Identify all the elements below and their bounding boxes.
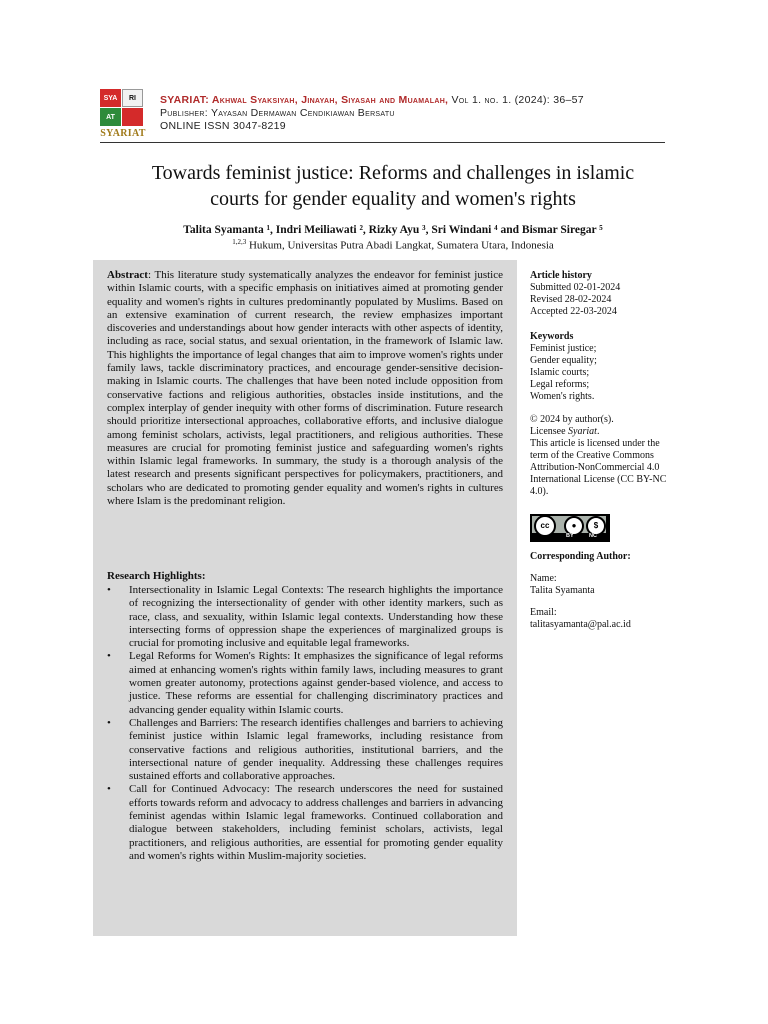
highlight-item: [107, 584, 503, 650]
highlights-list: [107, 584, 503, 863]
licensee-suffix: .: [596, 426, 600, 437]
attribution-icon: ●: [564, 516, 584, 536]
logo-cell: AT: [100, 108, 121, 126]
bullet-icon: •: [107, 650, 111, 663]
badge-nc-label: NC: [589, 533, 597, 539]
affiliation: [100, 238, 686, 252]
author-email[interactable]: talitasyamanta@pal.ac.id: [530, 619, 631, 630]
title-line: courts for gender equality and women's rights: [210, 188, 576, 210]
license-block: [530, 414, 680, 498]
highlight-text: Legal Reforms for Women's Rights: It emphasizes the significance of legal reforms aimed at enhancing women's rights within family laws, including measures to grant women greater autonomy, protections against gender-based violence, and access to justice. These reforms are essential for challenging discriminatory practices and advancing gender equality within Islamic courts.: [129, 650, 503, 716]
bullet-icon: •: [107, 584, 111, 596]
corresponding-author: [530, 551, 680, 631]
affiliation-markers: 1,2,3: [232, 238, 247, 246]
logo-word: SYARIAT: [100, 128, 146, 139]
highlights-heading: Research Highlights:: [107, 570, 206, 582]
abstract: [107, 269, 503, 508]
cc-icon: cc: [534, 515, 556, 537]
bullet-icon: •: [107, 716, 111, 729]
keyword: Legal reforms;: [530, 379, 590, 390]
noncommercial-icon: $: [586, 516, 606, 536]
keywords-heading: Keywords: [530, 331, 574, 342]
header-divider: [100, 142, 665, 143]
revised-date: Revised 28-02-2024: [530, 294, 612, 305]
journal-volume: Vol 1. no. 1. (2024): 36–57: [448, 94, 584, 106]
cc-license-badge[interactable]: [530, 514, 610, 542]
author-list: Talita Syamanta ¹, Indri Meiliawati ², Rizky Ayu ³, Sri Windani ⁴ and Bismar Siregar ⁵: [183, 224, 603, 236]
publisher-line: Publisher: Yayasan Dermawan Cendikiawan Bersatu: [160, 107, 395, 119]
article-history: [530, 270, 680, 318]
badge-by-label: BY: [566, 533, 574, 539]
logo-cell: SYA: [100, 89, 121, 107]
journal-citation: [160, 94, 690, 107]
journal-logo: [100, 89, 146, 139]
logo-cell: [122, 108, 143, 126]
keyword: Women's rights.: [530, 391, 595, 402]
logo-cell: RI: [122, 89, 143, 107]
title-line: Towards feminist justice: Reforms and challenges in islamic: [151, 162, 635, 184]
author-name: Talita Syamanta: [530, 585, 595, 596]
journal-info: [160, 94, 690, 133]
licensee-name: Syariat: [568, 426, 597, 437]
keyword: Islamic courts;: [530, 367, 590, 378]
highlight-item: [107, 650, 503, 716]
submitted-date: Submitted 02-01-2024: [530, 282, 621, 293]
keyword: Gender equality;: [530, 355, 597, 366]
abstract-label: Abstract: [107, 269, 148, 281]
highlight-text: Challenges and Barriers: The research identifies challenges and barriers to achieving feminist justice within Islamic legal frameworks, including resistance from conservative factions and religious authorities, institutional barriers, and the intersectional nature of gender inequality. Addressing these challenges requires sustained efforts and collaborative approaches.: [129, 716, 503, 783]
highlight-item: [107, 717, 503, 783]
abstract-text: : This literature study systematically analyzes the endeavor for feminist justice within Islamic courts, with a specific emphasis on initiatives aimed at promoting gender equality and women's rights in cultures predominantly populated by Muslims. Based on an extensive examination of current research, the review emphasizes important discoveries and understandings about how gender interacts with other aspects of identity, including as race, social status, and sexual orientation, in the framework of Islamic law. This highlights the importance of legal changes that aim to improve women's rights under family laws, tackle discriminatory practices, and encourage gender-sensitive decision-making in Islamic courts. The challenges that have been noted include opposition from conservative factions and religious authorities, obstacles inside institutions, and the complex interplay of gender inequity with other forms of discrimination. Future research should prioritize intersectional approaches, collaborative efforts, and inclusive dialogue among feminist scholars, activists, legal practitioners, and religious authorities. These measures are crucial for promoting feminist justice and safeguarding women's rights within Islamic legal frameworks. In summary, the study is a thorough analysis of the latest research and presents significant perspectives for policymakers, practitioners, and scholars who are dedicated to promoting gender equality and women's rights in cultures where Islam is the predominant religion.: [107, 269, 503, 508]
keywords-block: [530, 331, 680, 403]
journal-name: SYARIAT: Akhwal Syaksiyah, Jinayah, Siyasah and Muamalah,: [160, 94, 449, 106]
article-title: [100, 160, 686, 212]
accepted-date: Accepted 22-03-2024: [530, 306, 617, 317]
highlight-text: Call for Continued Advocacy: The research underscores the need for sustained efforts towards reform and advocacy to address challenges and barriers in advancing feminist agendas within Islamic legal frameworks. Continued collaboration and dialogue between stakeholders, including feminist scholars, activists, legal practitioners, and religious authorities, are essential for promoting gender equality and women's rights within Muslim-majority societies.: [129, 783, 503, 862]
corresponding-heading: Corresponding Author:: [530, 551, 631, 562]
keyword: Feminist justice;: [530, 343, 597, 354]
name-label: Name:: [530, 573, 557, 584]
issn-line: ONLINE ISSN 3047-8219: [160, 120, 286, 132]
licensee-prefix: Licensee: [530, 426, 569, 437]
highlight-item: [107, 783, 503, 863]
bullet-icon: •: [107, 783, 111, 796]
history-heading: Article history: [530, 270, 592, 281]
highlight-text: Intersectionality in Islamic Legal Contexts: The research highlights the importance of recognizing the intersectionality of gender with other identity markers, such as race, class, and sexuality, within Islamic legal contexts. Understanding how these intersecting forms of oppression shape the experiences of marginalized groups is crucial for promoting inclusive and equitable legal frameworks.: [129, 584, 503, 650]
email-label: Email:: [530, 607, 557, 618]
license-text: This article is licensed under the term of the Creative Commons Attribution-NonCommercial 4.0 International License (CC BY-NC 4.0).: [530, 438, 667, 497]
licensee-line: [530, 426, 680, 438]
affiliation-text: Hukum, Universitas Putra Abadi Langkat, Sumatera Utara, Indonesia: [246, 239, 554, 252]
copyright-notice: © 2024 by author(s).: [530, 414, 614, 425]
